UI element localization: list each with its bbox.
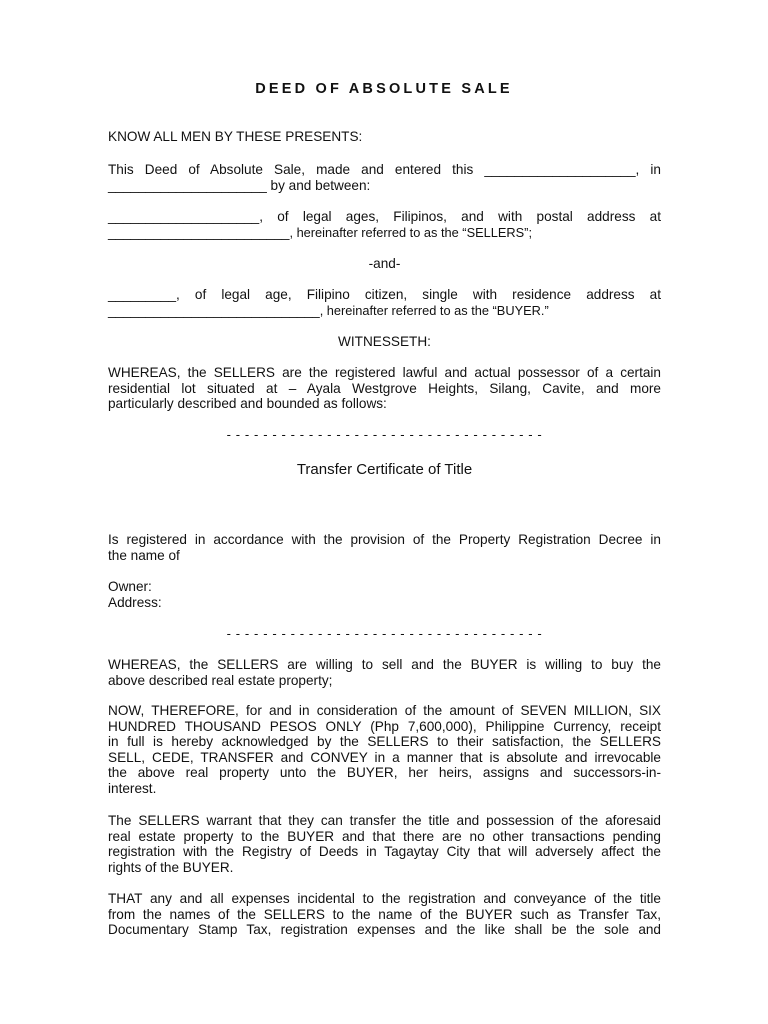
now-line-4: SELL, CEDE, TRANSFER and CONVEY in a manner that is absolute and irrevocable — [108, 749, 661, 765]
that-line-3: Documentary Stamp Tax, registration expenses and the like shall be the sole and — [108, 922, 661, 938]
opening-line-2: _____________________ by and between: — [108, 177, 371, 193]
paragraph-opening — [108, 162, 661, 193]
registered-line-1: Is registered in accordance with the provision of the Property Registration Decree in — [108, 532, 661, 547]
and-separator: -and- — [368, 256, 401, 271]
sellers-designation: , hereinafter referred to as the “SELLERS”; — [289, 224, 533, 240]
address-label: Address: — [108, 594, 162, 610]
dashed-divider-1: - - - - - - - - - - - - - - - - - - - - - - - - - - - - - - - - - - - — [226, 427, 543, 442]
sellers-line-2 — [108, 225, 661, 241]
warrant-line-2: real estate property to the BUYER and that there are no other transactions pending — [108, 828, 661, 844]
registered-line-2: the name of — [108, 547, 180, 563]
warrant-line-1: The SELLERS warrant that they can transfer the title and possession of the aforesaid — [108, 813, 661, 828]
buyer-line-2 — [108, 303, 661, 319]
opening-line-1: This Deed of Absolute Sale, made and entered this ____________________, in — [108, 162, 661, 177]
now-line-1: NOW, THEREFORE, for and in consideration of the amount of SEVEN MILLION, SIX — [108, 703, 661, 718]
whereas2-line-1: WHEREAS, the SELLERS are willing to sell and the BUYER is willing to buy the — [108, 657, 661, 672]
paragraph-registered — [108, 532, 661, 563]
witnesseth-heading: WITNESSETH: — [338, 334, 431, 349]
paragraph-whereas-possessor — [108, 365, 661, 412]
whereas2-line-2: above described real estate property; — [108, 672, 333, 688]
warrant-line-4: rights of the BUYER. — [108, 859, 234, 875]
now-line-5: the above real property unto the BUYER, her heirs, assigns and successors-in- — [108, 765, 661, 781]
dashed-divider-2: - - - - - - - - - - - - - - - - - - - - - - - - - - - - - - - - - - - — [226, 626, 543, 641]
buyer-designation: , hereinafter referred to as the “BUYER.” — [319, 302, 549, 318]
tct-heading: Transfer Certificate of Title — [296, 461, 473, 478]
whereas1-line-1: WHEREAS, the SELLERS are the registered lawful and actual possessor of a certain — [108, 365, 661, 380]
warrant-line-3: registration with the Registry of Deeds in Tagaytay City that will adversely affect the — [108, 844, 661, 860]
now-line-6: interest. — [108, 780, 157, 796]
sellers-address-blank: ________________________ — [108, 224, 290, 240]
paragraph-sellers — [108, 209, 661, 240]
sellers-line-1: ____________________, of legal ages, Filipinos, and with postal address at — [108, 209, 661, 224]
now-line-3: in full is hereby acknowledged by the SELLERS to their satisfaction, the SELLERS — [108, 734, 661, 750]
buyer-line-1: _________, of legal age, Filipino citizen, single with residence address at — [108, 287, 661, 302]
paragraph-warranty — [108, 813, 661, 875]
intro-heading — [108, 129, 661, 145]
whereas1-line-3: particularly described and bounded as follows: — [108, 396, 387, 412]
paragraph-now-therefore — [108, 703, 661, 797]
buyer-address-blank: ____________________________ — [108, 302, 320, 318]
paragraph-expenses — [108, 891, 661, 938]
intro-text: KNOW ALL MEN BY THESE PRESENTS: — [108, 129, 363, 144]
paragraph-buyer — [108, 287, 661, 318]
document-title: DEED OF ABSOLUTE SALE — [255, 81, 513, 97]
owner-label: Owner: — [108, 579, 152, 594]
that-line-2: from the names of the SELLERS to the name of the BUYER such as Transfer Tax, — [108, 906, 661, 922]
owner-address-block — [108, 579, 661, 610]
now-line-2: HUNDRED THOUSAND PESOS ONLY (Php 7,600,000), Philippine Currency, receipt — [108, 718, 661, 734]
whereas1-line-2: residential lot situated at – Ayala Westgrove Heights, Silang, Cavite, and more — [108, 380, 661, 396]
that-line-1: THAT any and all expenses incidental to the registration and conveyance of the title — [108, 891, 661, 906]
paragraph-whereas-willing — [108, 657, 661, 688]
